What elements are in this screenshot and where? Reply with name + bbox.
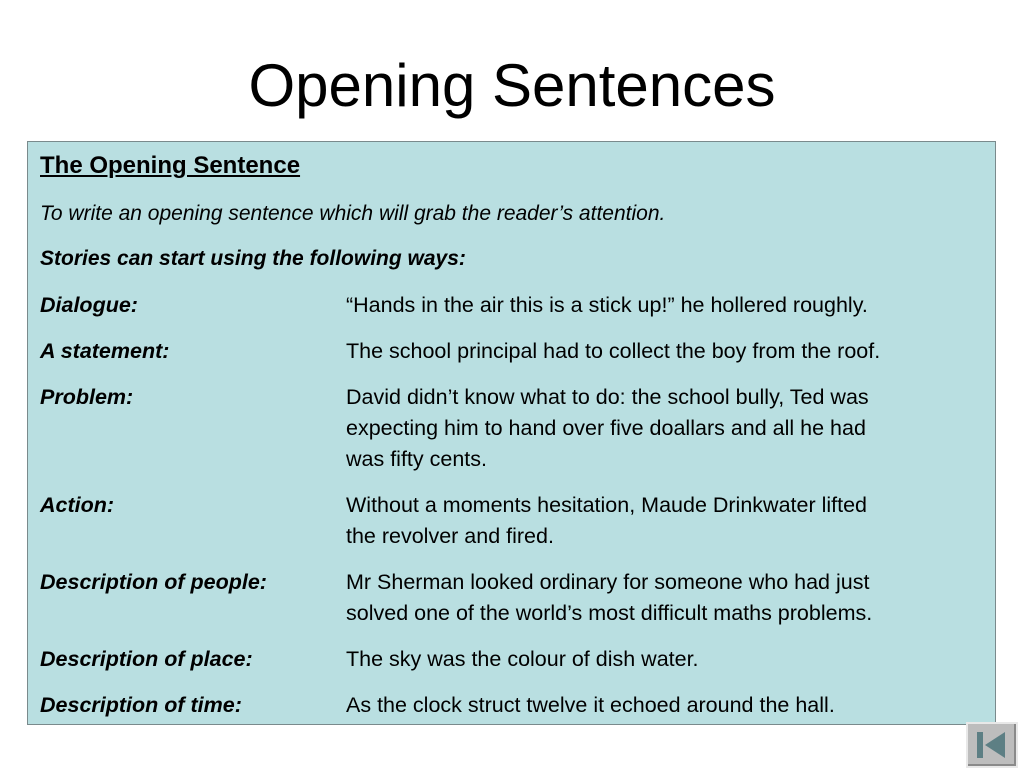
item-text (346, 290, 996, 321)
intro-text: To write an opening sentence which will grab the reader’s attention. (40, 202, 666, 225)
item-label: Description of people: (40, 570, 267, 594)
item-text-line: solved one of the world’s most difficult maths problems. (346, 601, 873, 625)
item-text-line: was fifty cents. (346, 447, 487, 471)
item-text-line: As the clock struct twelve it echoed around the hall. (346, 693, 835, 717)
ways-heading: Stories can start using the following ways: (40, 247, 466, 270)
item-text (346, 382, 996, 475)
skip-to-start-icon (968, 724, 1016, 766)
item-text-line: Without a moments hesitation, Maude Drinkwater lifted (346, 493, 868, 517)
item-text-line: The sky was the colour of dish water. (346, 647, 699, 671)
item-text-line: David didn’t know what to do: the school bully, Ted was (346, 385, 869, 409)
item-label: Description of time: (40, 693, 242, 717)
box-heading: The Opening Sentence (40, 152, 301, 179)
item-text-line: Mr Sherman looked ordinary for someone who had just (346, 570, 870, 594)
item-text (346, 690, 996, 721)
first-slide-button[interactable] (966, 722, 1018, 768)
item-text-line: “Hands in the air this is a stick up!” he hollered roughly. (346, 293, 868, 317)
item-text-line: the revolver and fired. (346, 524, 554, 548)
item-label: Problem: (40, 385, 134, 409)
item-text (346, 567, 996, 629)
item-text-line: The school principal had to collect the boy from the roof. (346, 339, 881, 363)
item-label: A statement: (40, 339, 170, 363)
item-text-line: expecting him to hand over five doallars and all he had (346, 416, 866, 440)
item-text (346, 644, 996, 675)
item-label: Description of place: (40, 647, 253, 671)
item-label: Dialogue: (40, 293, 138, 317)
page-title: Opening Sentences (248, 52, 776, 119)
item-label: Action: (40, 493, 115, 517)
item-text (346, 336, 996, 367)
content-box (27, 141, 996, 725)
item-text (346, 490, 996, 552)
